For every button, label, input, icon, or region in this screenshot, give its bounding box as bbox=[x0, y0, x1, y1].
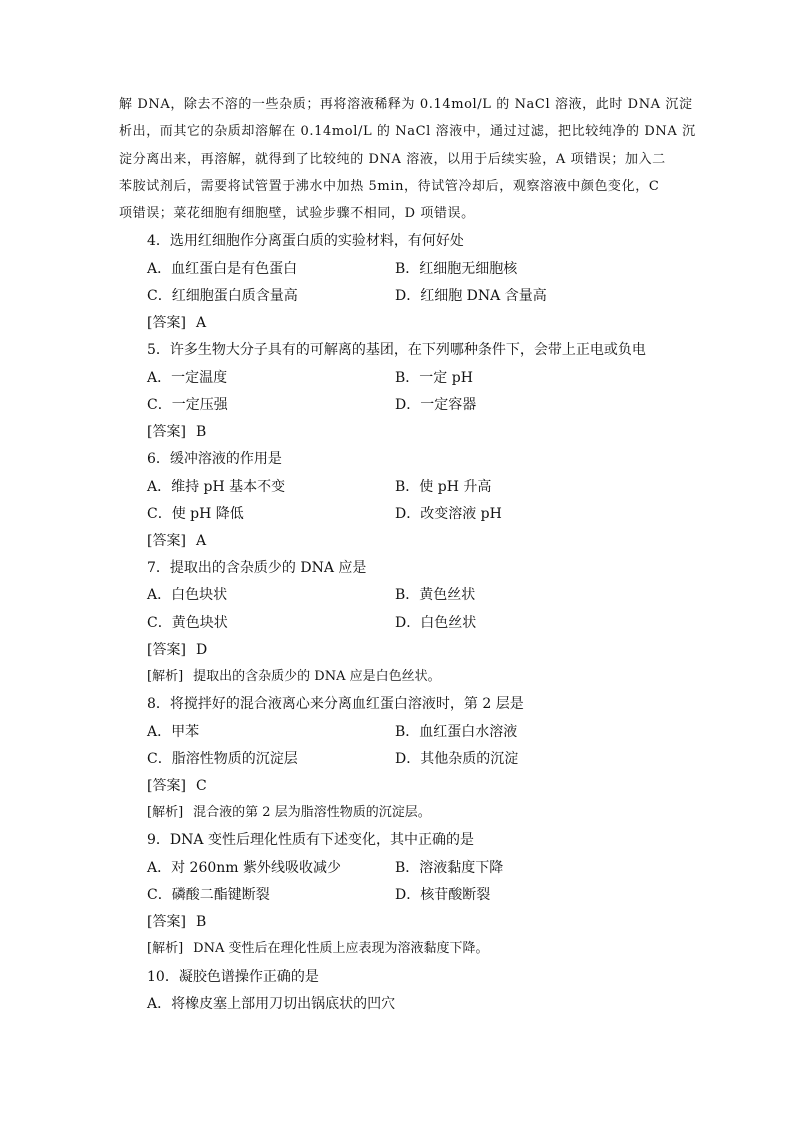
q8-stem: 8．将搅拌好的混合液离心来分离血红蛋白溶液时，第 2 层是 bbox=[147, 696, 524, 712]
q9-option-b: B．溶液黏度下降 bbox=[395, 860, 504, 876]
q4-answer-value: A bbox=[195, 315, 207, 331]
intro-line-3: 淀分离出来，再溶解，就得到了比较纯的 DNA 溶液，以用于后续实验，A 项错误；加入二 bbox=[119, 152, 666, 167]
q7-answer bbox=[147, 641, 207, 659]
q5-option-c: C．一定压强 bbox=[147, 397, 228, 413]
q9-answer-value: B bbox=[195, 914, 207, 930]
intro-line-5: 项错误；菜花细胞有细胞壁，试验步骤不相同，D 项错误。 bbox=[119, 206, 475, 221]
q7-analysis bbox=[147, 668, 441, 686]
answer-tag: [答案] bbox=[147, 642, 186, 658]
analysis-tag: [解析] bbox=[147, 669, 184, 684]
q4-stem: 4．选用红细胞作分离蛋白质的实验材料，有何好处 bbox=[147, 233, 464, 249]
q8-analysis bbox=[147, 804, 431, 822]
q8-option-d: D．其他杂质的沉淀 bbox=[395, 751, 519, 767]
q9-answer bbox=[147, 913, 206, 931]
q10-option-a: A．将橡皮塞上部用刀切出锅底状的凹穴 bbox=[147, 996, 396, 1012]
q8-answer-value: C bbox=[195, 778, 207, 794]
q10-stem: 10．凝胶色谱操作正确的是 bbox=[147, 969, 319, 985]
answer-tag: [答案] bbox=[147, 424, 186, 440]
q4-option-b: B．红细胞无细胞核 bbox=[395, 261, 518, 277]
q6-option-a: A．维持 pH 基本不变 bbox=[147, 479, 286, 495]
q5-answer-value: B bbox=[195, 424, 207, 440]
intro-line-2: 析出，而其它的杂质却溶解在 0.14mol/L 的 NaCl 溶液中，通过过滤，把比较纯净的 DNA 沉 bbox=[119, 124, 696, 139]
q4-option-d: D．红细胞 DNA 含量高 bbox=[395, 288, 547, 304]
q7-option-d: D．白色丝状 bbox=[395, 615, 477, 631]
q7-option-c: C．黄色块状 bbox=[147, 615, 228, 631]
intro-line-4: 苯胺试剂后，需要将试管置于沸水中加热 5min，待试管冷却后，观察溶液中颜色变化，C bbox=[119, 179, 660, 194]
q8-answer bbox=[147, 777, 207, 795]
q5-stem: 5．许多生物大分子具有的可解离的基团，在下列哪种条件下，会带上正电或负电 bbox=[147, 342, 646, 358]
q6-option-b: B．使 pH 升高 bbox=[395, 479, 492, 495]
q5-answer bbox=[147, 423, 206, 441]
q8-option-c: C．脂溶性物质的沉淀层 bbox=[147, 751, 298, 767]
q6-answer bbox=[147, 532, 206, 550]
q7-answer-value: D bbox=[195, 642, 208, 658]
q8-option-a: A．甲苯 bbox=[147, 724, 200, 740]
q6-stem: 6．缓冲溶液的作用是 bbox=[147, 451, 282, 467]
q8-option-b: B．血红蛋白水溶液 bbox=[395, 724, 518, 740]
q7-option-b: B．黄色丝状 bbox=[395, 587, 476, 603]
q9-option-c: C．磷酸二酯键断裂 bbox=[147, 887, 270, 903]
q5-option-a: A．一定温度 bbox=[147, 370, 228, 386]
q6-option-d: D．改变溶液 pH bbox=[395, 506, 502, 522]
intro-line-1: 解 DNA，除去不溶的一些杂质；再将溶液稀释为 0.14mol/L 的 NaCl 溶液，此时 DNA 沉淀 bbox=[119, 97, 693, 112]
answer-tag: [答案] bbox=[147, 778, 186, 794]
q8-analysis-text: 混合液的第 2 层为脂溶性物质的沉淀层。 bbox=[193, 805, 431, 820]
q4-option-c: C．红细胞蛋白质含量高 bbox=[147, 288, 298, 304]
q9-option-d: D．核苷酸断裂 bbox=[395, 887, 491, 903]
answer-tag: [答案] bbox=[147, 914, 186, 930]
answer-tag: [答案] bbox=[147, 533, 186, 549]
q7-option-a: A．白色块状 bbox=[147, 587, 228, 603]
answer-tag: [答案] bbox=[147, 315, 186, 331]
analysis-tag: [解析] bbox=[147, 805, 184, 820]
q9-analysis-text: DNA 变性后在理化性质上应表现为溶液黏度下降。 bbox=[193, 941, 489, 956]
q5-option-b: B．一定 pH bbox=[395, 370, 473, 386]
q9-analysis bbox=[147, 940, 488, 958]
q4-answer bbox=[147, 314, 206, 332]
q4-option-a: A．血红蛋白是有色蛋白 bbox=[147, 261, 298, 277]
q7-stem: 7．提取出的含杂质少的 DNA 应是 bbox=[147, 560, 367, 576]
q9-option-a: A．对 260nm 紫外线吸收减少 bbox=[147, 860, 342, 876]
q9-stem: 9．DNA 变性后理化性质有下述变化，其中正确的是 bbox=[147, 832, 474, 848]
analysis-tag: [解析] bbox=[147, 941, 184, 956]
q5-option-d: D．一定容器 bbox=[395, 397, 477, 413]
q6-option-c: C．使 pH 降低 bbox=[147, 506, 244, 522]
q6-answer-value: A bbox=[195, 533, 207, 549]
q7-analysis-text: 提取出的含杂质少的 DNA 应是白色丝状。 bbox=[193, 669, 441, 684]
